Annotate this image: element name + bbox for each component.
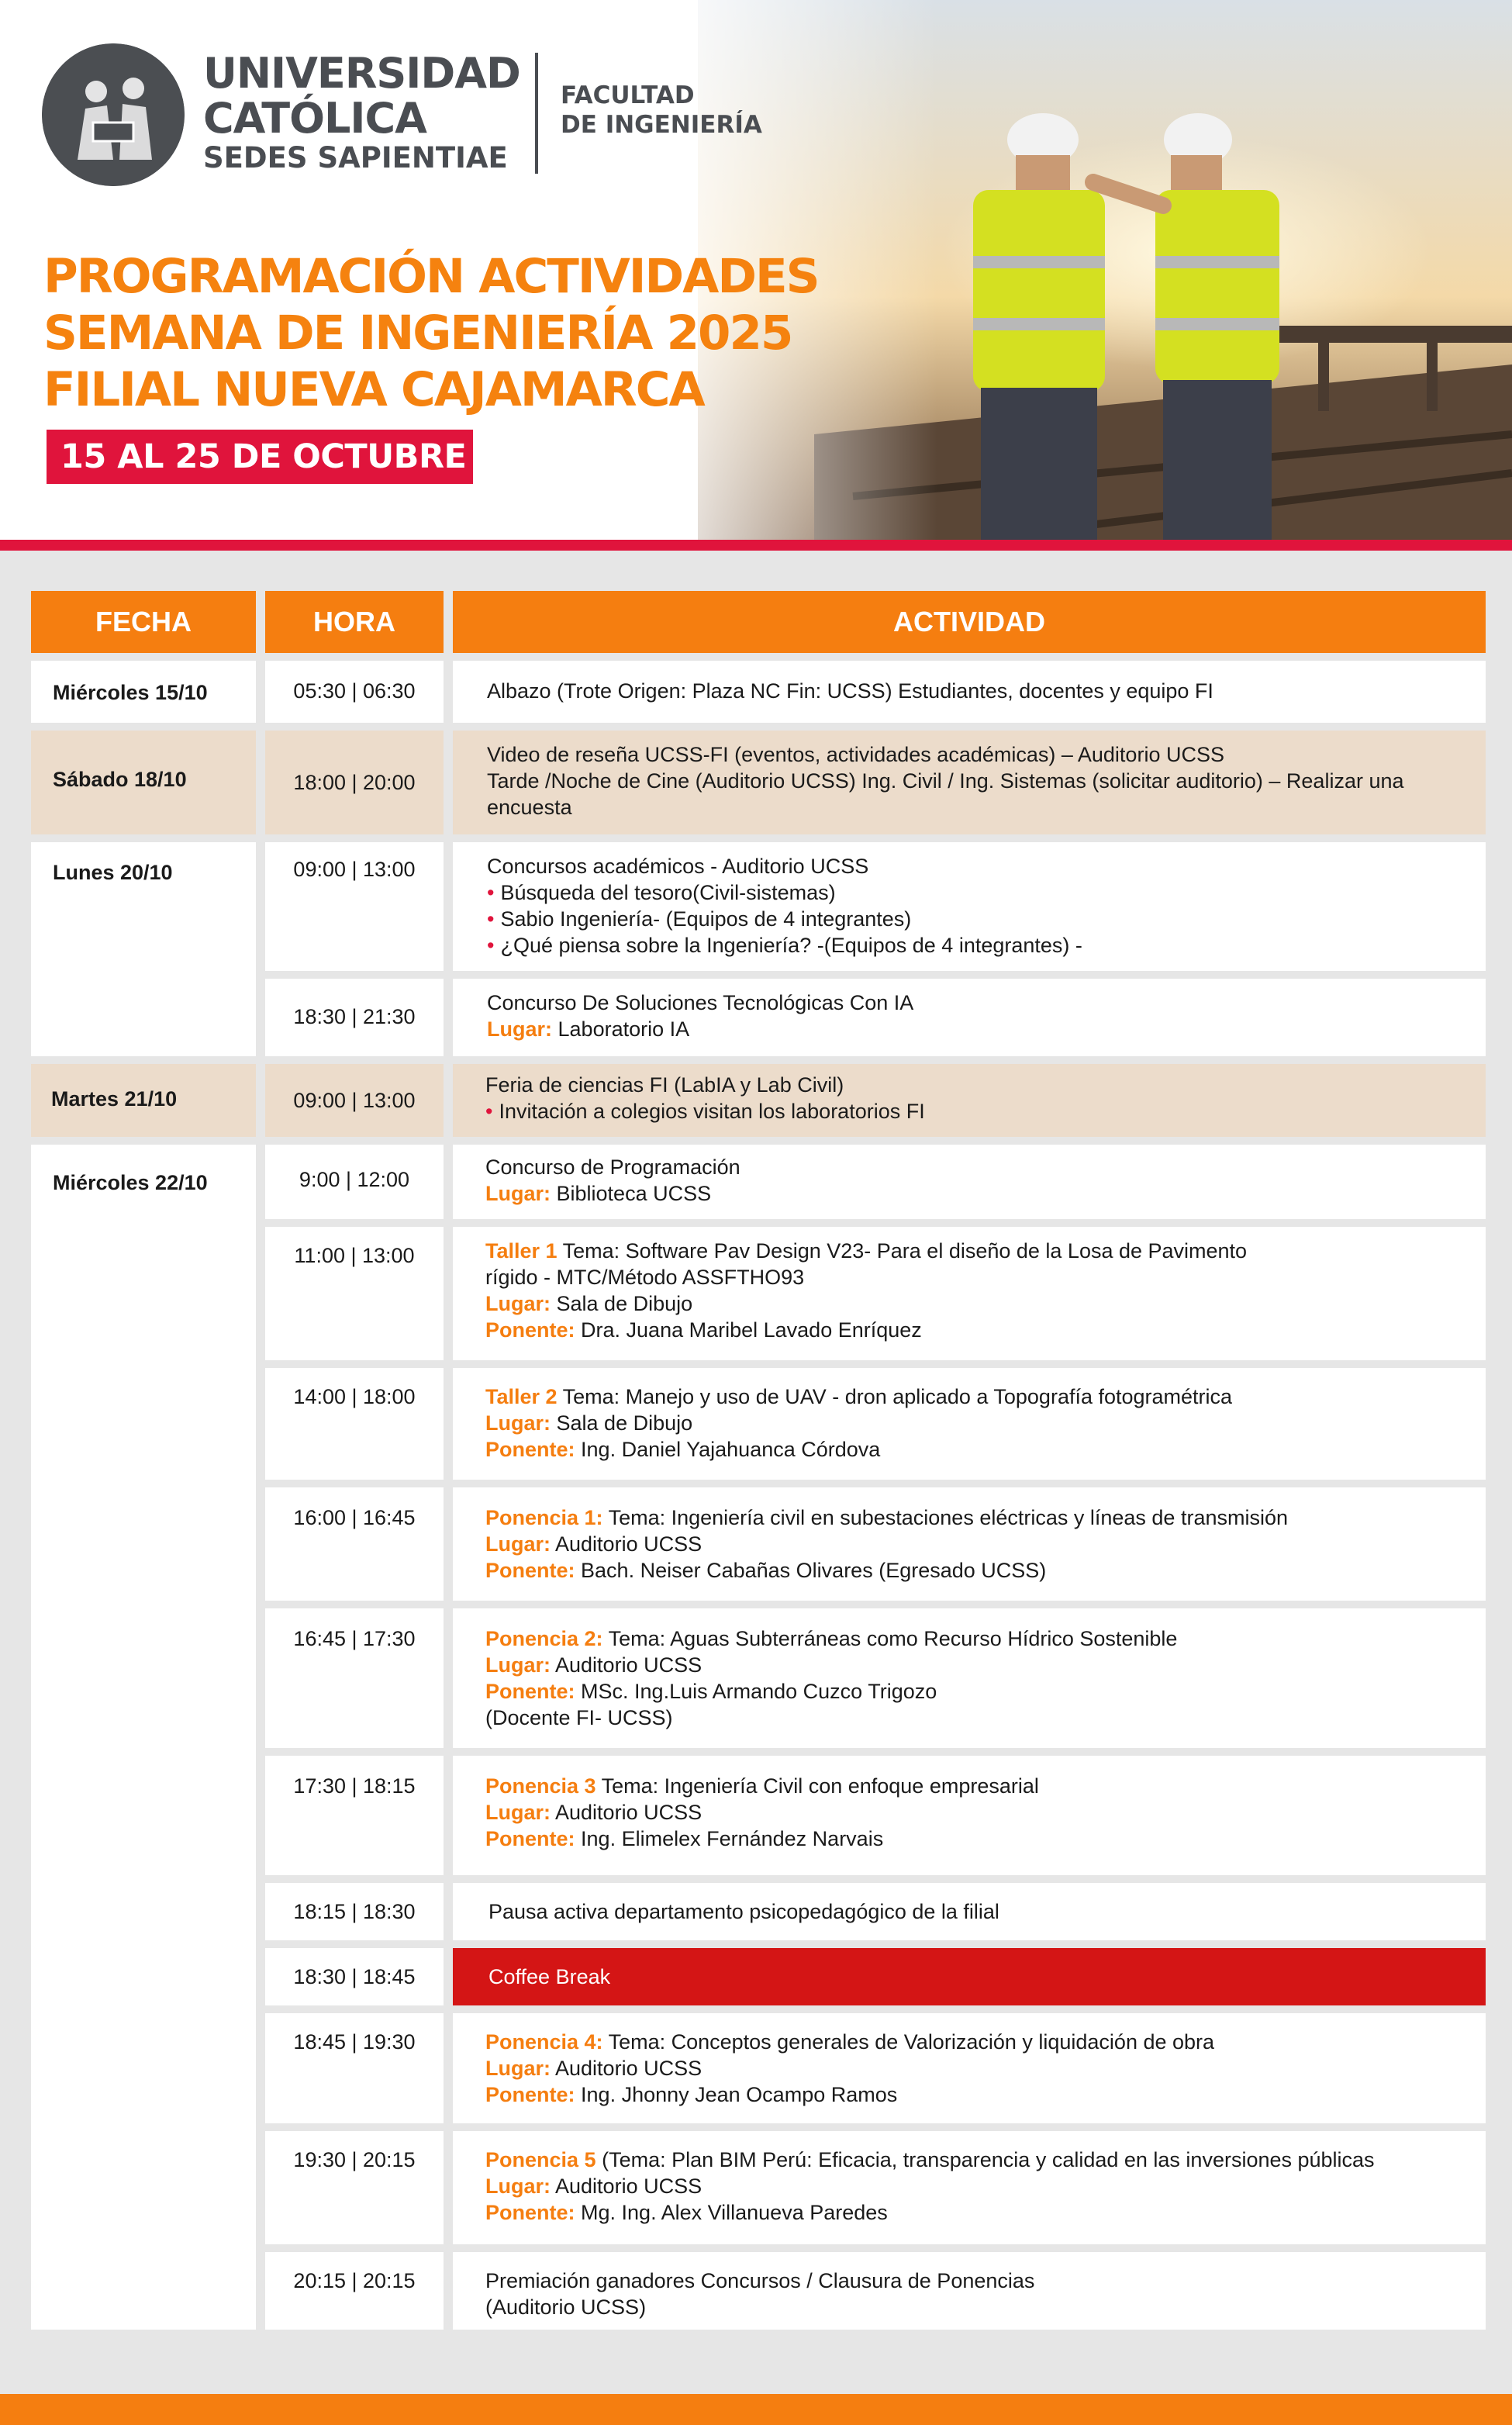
time-cell bbox=[265, 979, 444, 1056]
activity-line: Concurso de Programación bbox=[485, 1156, 740, 1179]
location-label: Lugar: bbox=[487, 1017, 552, 1041]
bullet-icon: • bbox=[487, 934, 495, 957]
university-line-1: UNIVERSIDAD bbox=[203, 49, 520, 98]
activity-cell bbox=[453, 1487, 1486, 1601]
activity-text: Albazo (Trote Origen: Plaza NC Fin: UCSS) Estudiantes, docentes y equipo FI bbox=[487, 679, 1213, 703]
bullet-text: Búsqueda del tesoro(Civil-sistemas) bbox=[500, 881, 836, 904]
time-cell bbox=[265, 2252, 444, 2330]
activity-cell bbox=[453, 1064, 1486, 1137]
activity-line: Premiación ganadores Concursos / Clausura de Ponencias bbox=[485, 2269, 1035, 2292]
date-range-badge: 15 AL 25 DE OCTUBRE bbox=[47, 430, 473, 484]
speaker-line bbox=[485, 2081, 1462, 2108]
university-line-2: CATÓLICA bbox=[203, 94, 426, 143]
activity-line: Concurso De Soluciones Tecnológicas Con IA bbox=[487, 991, 914, 1014]
topic-line bbox=[485, 1383, 1462, 1410]
title-line-1: PROGRAMACIÓN ACTIVIDADES bbox=[43, 249, 819, 304]
date-label: Miércoles 15/10 bbox=[53, 681, 208, 704]
activity-cell bbox=[453, 1227, 1486, 1360]
location-line bbox=[485, 1410, 1462, 1436]
time-range: 20:15 | 20:15 bbox=[293, 2269, 416, 2292]
location-value: Biblioteca UCSS bbox=[556, 1182, 712, 1205]
topic-text: Tema: Ingeniería Civil con enfoque empresarial bbox=[601, 1774, 1039, 1798]
activity-line: Feria de ciencias FI (LabIA y Lab Civil) bbox=[485, 1073, 844, 1097]
date-cell bbox=[31, 661, 256, 723]
time-range: 16:45 | 17:30 bbox=[293, 1627, 416, 1650]
speaker-value: Mg. Ing. Alex Villanueva Paredes bbox=[581, 2201, 888, 2224]
time-cell bbox=[265, 2131, 444, 2244]
location-value: Auditorio UCSS bbox=[555, 1801, 702, 1824]
location-line bbox=[485, 1652, 1462, 1678]
time-range: 09:00 | 13:00 bbox=[293, 1089, 416, 1112]
speaker-label: Ponente: bbox=[485, 1438, 575, 1461]
topic-line bbox=[485, 1238, 1462, 1264]
time-cell bbox=[265, 1064, 444, 1137]
location-value: Sala de Dibujo bbox=[556, 1411, 693, 1435]
coffee-break-cell bbox=[453, 1948, 1486, 2005]
speaker-line bbox=[485, 1436, 1462, 1463]
speaker-line bbox=[485, 2199, 1462, 2226]
location-label: Lugar: bbox=[485, 2057, 551, 2080]
topic-line: rígido - MTC/Método ASSFTHO93 bbox=[485, 1266, 805, 1289]
activity-text bbox=[485, 1154, 1462, 1207]
header-banner bbox=[0, 0, 1512, 540]
topic-text: Tema: Software Pav Design V23- Para el diseño de la Losa de Pavimento bbox=[562, 1239, 1248, 1263]
session-tag: Ponencia 3 bbox=[485, 1774, 596, 1798]
bullet-icon: • bbox=[487, 881, 495, 904]
title-line-2: SEMANA DE INGENIERÍA 2025 bbox=[43, 306, 792, 361]
activity-cell bbox=[453, 731, 1486, 834]
activity-cell bbox=[453, 2252, 1486, 2330]
activity-line: encuesta bbox=[487, 796, 572, 819]
location-value: Auditorio UCSS bbox=[555, 1653, 702, 1677]
time-range: 18:30 | 21:30 bbox=[293, 1005, 416, 1028]
speaker-label: Ponente: bbox=[485, 1680, 575, 1703]
speaker-line bbox=[485, 1557, 1462, 1584]
date-cell bbox=[31, 842, 256, 1056]
location-line bbox=[485, 2055, 1462, 2081]
activity-text bbox=[485, 1072, 1462, 1124]
topic-text: Tema: Conceptos generales de Valorización y liquidación de obra bbox=[608, 2030, 1215, 2054]
speaker-value: Dra. Juana Maribel Lavado Enríquez bbox=[581, 1318, 922, 1342]
activity-text bbox=[485, 1773, 1462, 1852]
activity-cell bbox=[453, 1608, 1486, 1748]
activity-text: Coffee Break bbox=[488, 1965, 611, 1988]
bullet-item bbox=[487, 879, 1462, 906]
location-value: Laboratorio IA bbox=[558, 1017, 690, 1041]
location-label: Lugar: bbox=[485, 1411, 551, 1435]
time-range: 16:00 | 16:45 bbox=[293, 1506, 416, 1529]
activity-cell bbox=[453, 979, 1486, 1056]
time-range: 18:00 | 20:00 bbox=[293, 771, 416, 794]
location-line bbox=[485, 2173, 1462, 2199]
activity-text: Pausa activa departamento psicopedagógico de la filial bbox=[488, 1900, 999, 1923]
time-cell bbox=[265, 2013, 444, 2123]
speaker-label: Ponente: bbox=[485, 1559, 575, 1582]
header-divider bbox=[0, 540, 1512, 551]
topic-text: Tema: Aguas Subterráneas como Recurso Hídrico Sostenible bbox=[608, 1627, 1178, 1650]
column-header-fecha: FECHA bbox=[31, 591, 256, 653]
topic-line bbox=[485, 1773, 1462, 1799]
activity-line: Video de reseña UCSS-FI (eventos, actividades académicas) – Auditorio UCSS bbox=[487, 743, 1224, 766]
date-label: Martes 21/10 bbox=[51, 1087, 178, 1111]
session-tag: Ponencia 1: bbox=[485, 1506, 603, 1529]
university-line-3: SEDES SAPIENTIAE bbox=[203, 141, 508, 174]
location-value: Auditorio UCSS bbox=[555, 2175, 702, 2198]
speaker-value: Bach. Neiser Cabañas Olivares (Egresado UCSS) bbox=[581, 1559, 1047, 1582]
time-range: 09:00 | 13:00 bbox=[293, 858, 416, 881]
location-value: Auditorio UCSS bbox=[555, 2057, 702, 2080]
time-range: 05:30 | 06:30 bbox=[293, 679, 416, 703]
activity-text bbox=[487, 741, 1462, 820]
date-cell bbox=[31, 731, 256, 834]
activity-text bbox=[485, 1238, 1462, 1343]
bullet-text: Invitación a colegios visitan los laboratorios FI bbox=[499, 1100, 925, 1123]
speaker-label: Ponente: bbox=[485, 2201, 575, 2224]
speaker-line bbox=[485, 1826, 1462, 1852]
bullet-icon: • bbox=[485, 1100, 493, 1123]
activity-text bbox=[485, 2147, 1462, 2226]
location-label: Lugar: bbox=[485, 1532, 551, 1556]
time-range: 11:00 | 13:00 bbox=[294, 1244, 415, 1267]
activity-text bbox=[485, 1383, 1462, 1463]
university-seal-logo bbox=[42, 43, 185, 186]
time-cell bbox=[265, 661, 444, 723]
speaker-line bbox=[485, 1678, 1462, 1705]
location-label: Lugar: bbox=[485, 1653, 551, 1677]
activity-cell bbox=[453, 1883, 1486, 1940]
session-tag: Ponencia 5 bbox=[485, 2148, 596, 2171]
time-range: 17:30 | 18:15 bbox=[293, 1774, 416, 1798]
time-cell bbox=[265, 1227, 444, 1360]
topic-line bbox=[485, 2029, 1462, 2055]
time-cell bbox=[265, 731, 444, 834]
time-cell bbox=[265, 1368, 444, 1480]
activity-cell bbox=[453, 1756, 1486, 1875]
activity-text bbox=[485, 1504, 1462, 1584]
activity-cell bbox=[453, 1368, 1486, 1480]
speaker-value: Ing. Jhonny Jean Ocampo Ramos bbox=[581, 2083, 898, 2106]
time-range: 18:45 | 19:30 bbox=[293, 2030, 416, 2054]
topic-text: (Tema: Plan BIM Perú: Eficacia, transparencia y calidad en las inversiones públicas bbox=[602, 2148, 1375, 2171]
footer-bar bbox=[0, 2394, 1512, 2425]
time-cell bbox=[265, 1883, 444, 1940]
speaker-line bbox=[485, 1317, 1462, 1343]
time-range: 14:00 | 18:00 bbox=[293, 1385, 416, 1408]
location-line bbox=[485, 1180, 1462, 1207]
bullet-item bbox=[487, 906, 1462, 932]
activity-cell bbox=[453, 842, 1486, 971]
activity-cell bbox=[453, 661, 1486, 723]
session-tag: Ponencia 4: bbox=[485, 2030, 603, 2054]
session-tag: Taller 2 bbox=[485, 1385, 558, 1408]
speaker-label: Ponente: bbox=[485, 1318, 575, 1342]
bullet-item bbox=[485, 1098, 1462, 1124]
faculty-line-2: DE INGENIERÍA bbox=[561, 111, 762, 139]
activity-line: Tarde /Noche de Cine (Auditorio UCSS) Ing. Civil / Ing. Sistemas (solicitar auditorio) – Realizar una bbox=[487, 769, 1404, 793]
time-range: 19:30 | 20:15 bbox=[293, 2148, 416, 2171]
time-cell bbox=[265, 1145, 444, 1219]
topic-line bbox=[485, 1625, 1462, 1652]
speaker-label: Ponente: bbox=[485, 2083, 575, 2106]
topic-line bbox=[485, 1504, 1462, 1531]
activity-cell bbox=[453, 1145, 1486, 1219]
faculty-line-1: FACULTAD bbox=[561, 81, 695, 109]
faculty-name bbox=[561, 81, 762, 140]
title-line-3: FILIAL NUEVA CAJAMARCA bbox=[43, 362, 704, 417]
column-header-hora: HORA bbox=[265, 591, 444, 653]
activity-text bbox=[487, 853, 1462, 959]
bullet-text: ¿Qué piensa sobre la Ingeniería? -(Equipos de 4 integrantes) - bbox=[500, 934, 1082, 957]
activity-cell bbox=[453, 2131, 1486, 2244]
date-cell bbox=[31, 1145, 256, 2330]
time-cell bbox=[265, 1948, 444, 2005]
activity-text bbox=[487, 990, 1462, 1042]
bullet-item bbox=[487, 932, 1462, 959]
location-line bbox=[485, 1799, 1462, 1826]
location-value: Sala de Dibujo bbox=[556, 1292, 693, 1315]
location-label: Lugar: bbox=[485, 1292, 551, 1315]
activity-line: (Auditorio UCSS) bbox=[485, 2295, 647, 2319]
speaker-label: Ponente: bbox=[485, 1827, 575, 1850]
column-header-actividad: ACTIVIDAD bbox=[453, 591, 1486, 653]
location-value: Auditorio UCSS bbox=[555, 1532, 702, 1556]
location-label: Lugar: bbox=[485, 1182, 551, 1205]
location-label: Lugar: bbox=[485, 2175, 551, 2198]
activity-text bbox=[485, 1625, 1462, 1731]
topic-text: Tema: Ingeniería civil en subestaciones eléctricas y líneas de transmisión bbox=[608, 1506, 1288, 1529]
date-cell bbox=[31, 1064, 256, 1137]
time-cell bbox=[265, 1487, 444, 1601]
speaker-value: Ing. Elimelex Fernández Narvais bbox=[581, 1827, 884, 1850]
speaker-value: Ing. Daniel Yajahuanca Córdova bbox=[581, 1438, 881, 1461]
session-tag: Taller 1 bbox=[485, 1239, 558, 1263]
time-cell bbox=[265, 842, 444, 971]
topic-text: Tema: Manejo y uso de UAV - dron aplicado a Topografía fotogramétrica bbox=[562, 1385, 1233, 1408]
time-range: 18:15 | 18:30 bbox=[293, 1900, 416, 1923]
date-label: Miércoles 22/10 bbox=[53, 1171, 208, 1194]
location-label: Lugar: bbox=[485, 1801, 551, 1824]
activity-text bbox=[485, 2268, 1462, 2320]
logo-divider bbox=[535, 53, 538, 174]
date-label: Lunes 20/10 bbox=[53, 861, 173, 884]
activity-text bbox=[485, 2029, 1462, 2108]
date-label: Sábado 18/10 bbox=[53, 768, 187, 791]
location-line bbox=[485, 1531, 1462, 1557]
time-range: 9:00 | 12:00 bbox=[299, 1168, 410, 1191]
location-line bbox=[485, 1290, 1462, 1317]
bullet-text: Sabio Ingeniería- (Equipos de 4 integrantes) bbox=[500, 907, 912, 931]
bullet-icon: • bbox=[487, 907, 495, 931]
university-name bbox=[203, 51, 520, 175]
time-cell bbox=[265, 1756, 444, 1875]
activity-cell bbox=[453, 2013, 1486, 2123]
time-cell bbox=[265, 1608, 444, 1748]
activity-line: Concursos académicos - Auditorio UCSS bbox=[487, 855, 869, 878]
speaker-value: MSc. Ing.Luis Armando Cuzco Trigozo bbox=[581, 1680, 937, 1703]
topic-line bbox=[485, 2147, 1462, 2173]
session-tag: Ponencia 2: bbox=[485, 1627, 603, 1650]
location-line bbox=[487, 1016, 1462, 1042]
speaker-line: (Docente FI- UCSS) bbox=[485, 1706, 673, 1729]
time-range: 18:30 | 18:45 bbox=[293, 1965, 416, 1988]
page-title bbox=[43, 248, 819, 418]
